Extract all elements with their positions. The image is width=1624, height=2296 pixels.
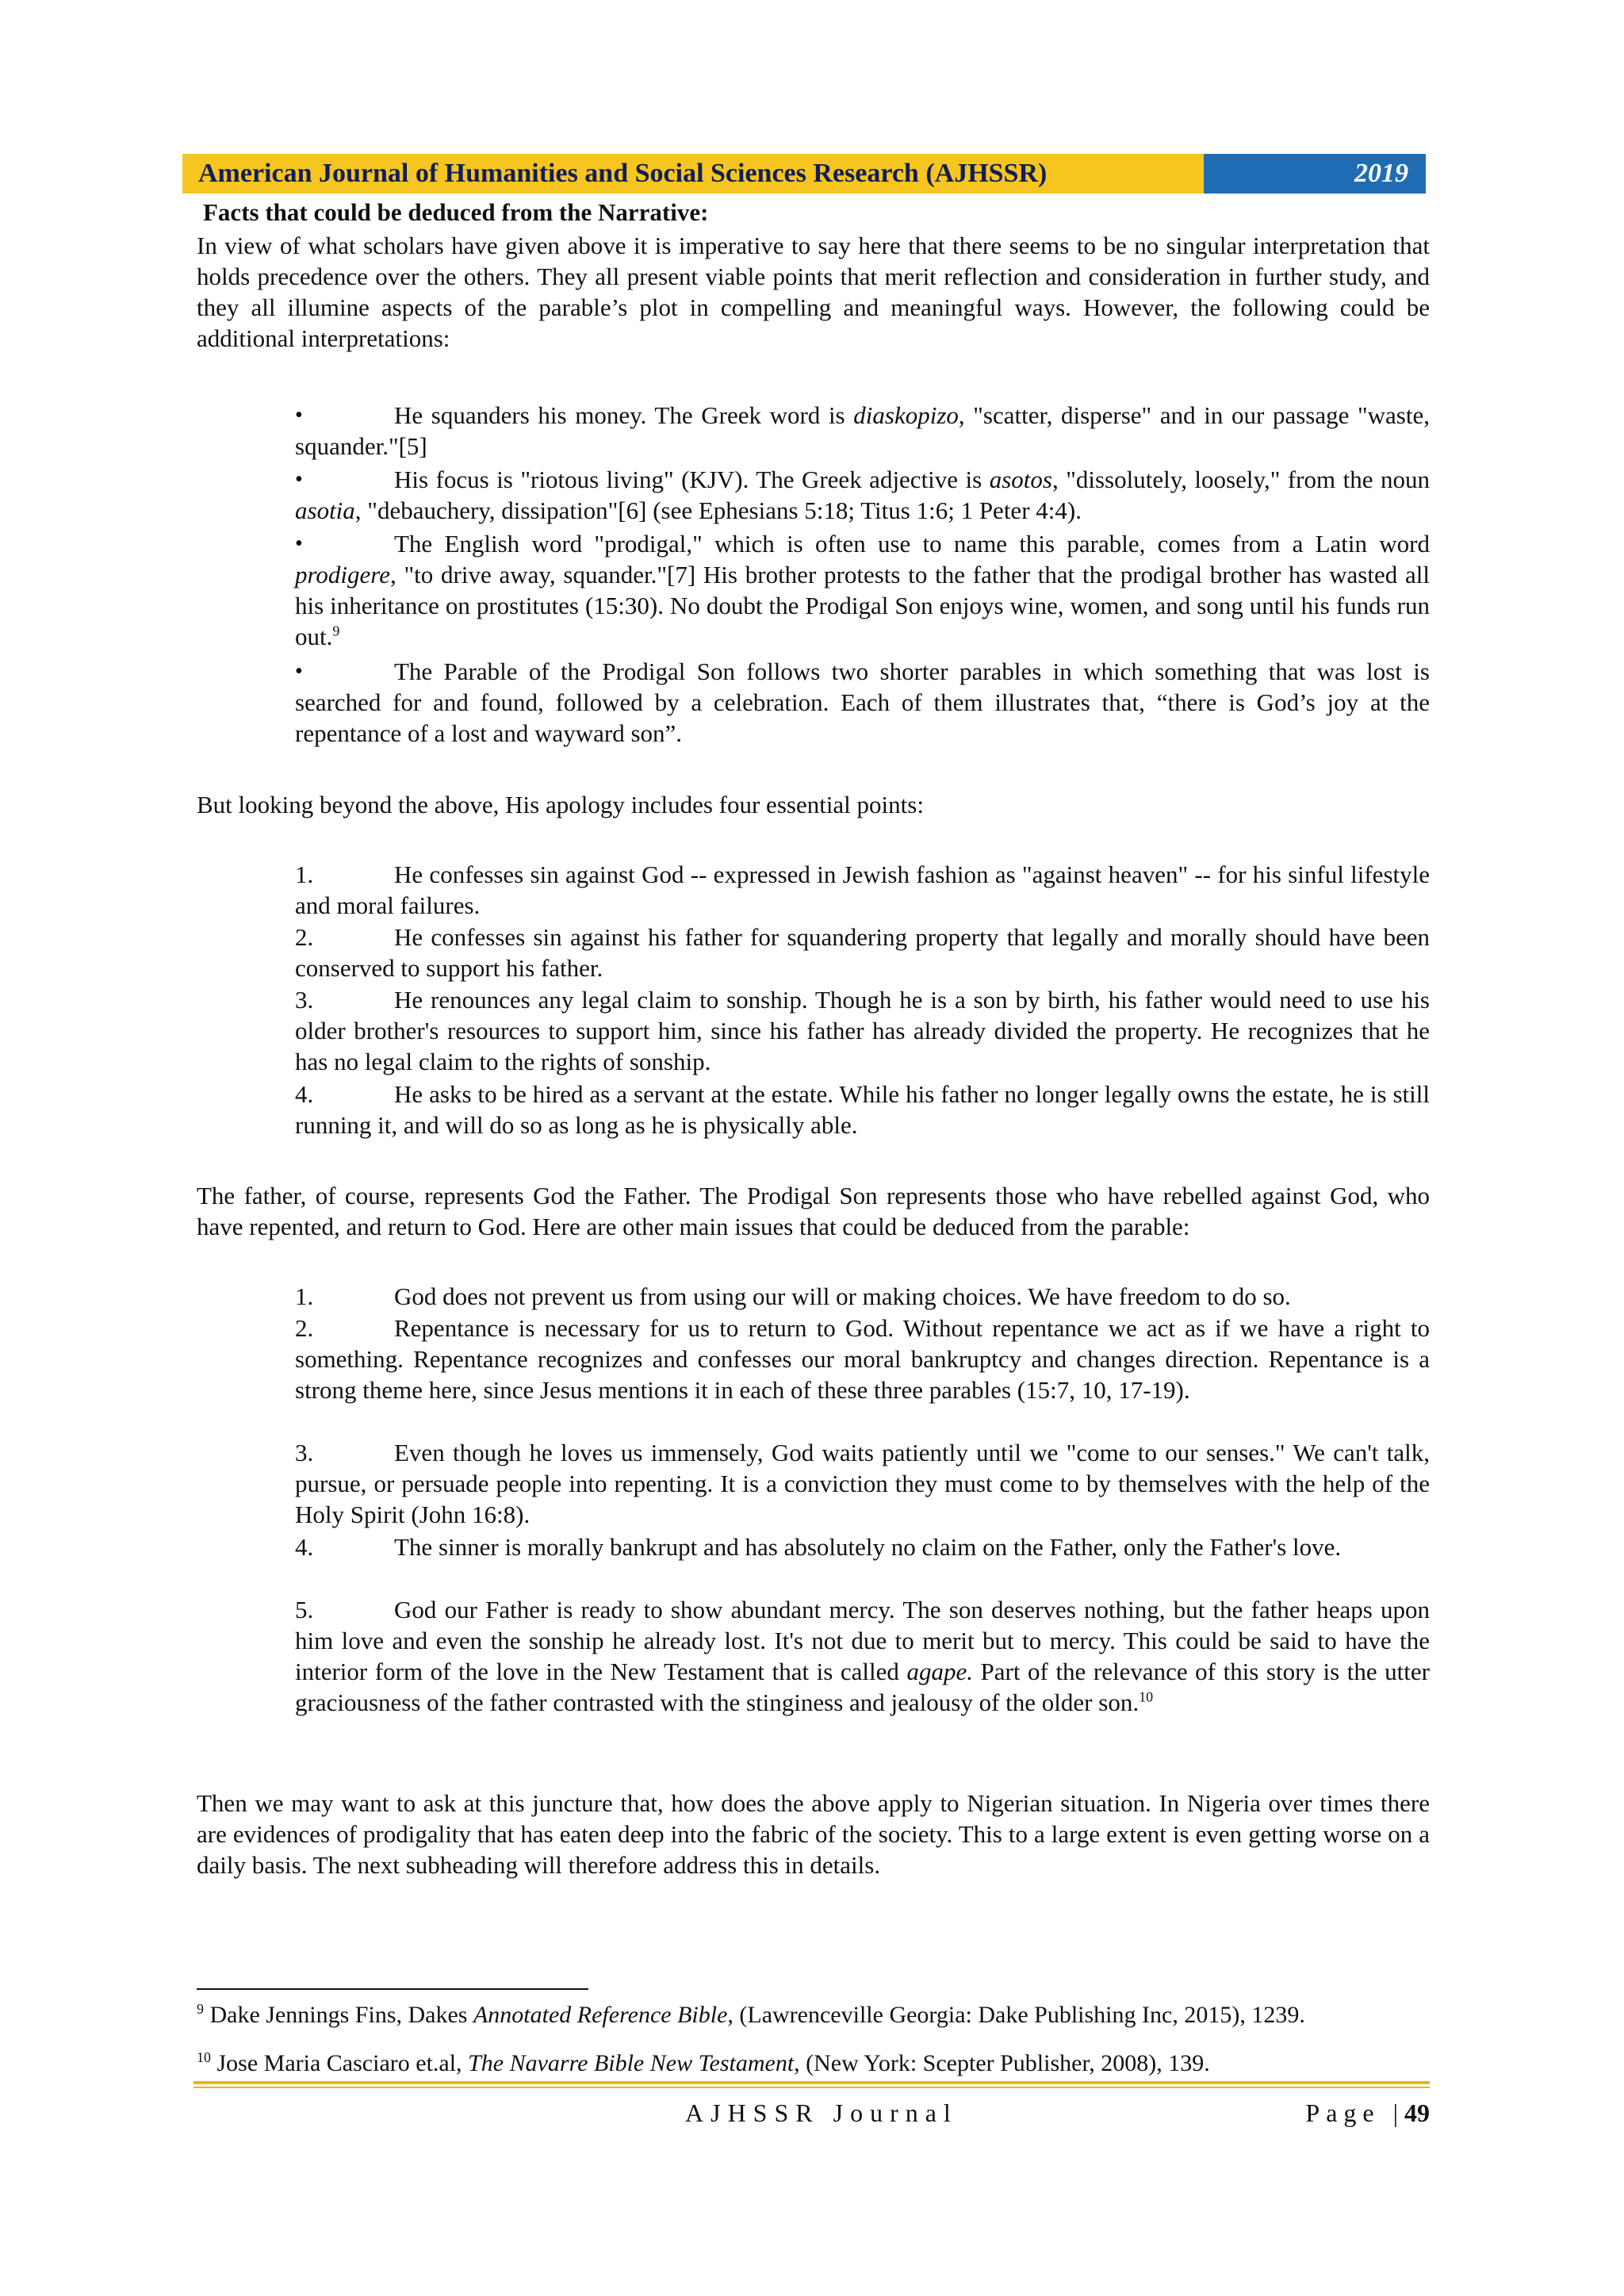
bullet-icon: •	[295, 531, 303, 556]
italic-term: asotia	[295, 496, 355, 524]
list-number: 1.	[295, 1282, 314, 1310]
list-text: He confesses sin against God -- expressed in Jewish fashion as "against heaven" -- for his sinful lifestyle and moral failures.	[295, 861, 1430, 919]
list-number: 5.	[295, 1596, 314, 1623]
list-item	[295, 1437, 1430, 1530]
list-number: 1.	[295, 861, 314, 888]
bullet-text: , "scatter, disperse" and in our passage "waste, squander."[5]	[295, 401, 1430, 460]
bullet-icon: •	[295, 403, 303, 427]
footnote-ref: 10	[1139, 1688, 1154, 1705]
italic-term: agape.	[906, 1658, 973, 1685]
list-item	[295, 984, 1430, 1077]
list-text: Repentance is necessary for us to return to God. Without repentance we act as if we have a right to something. Repentance recognizes and confesses our moral bankruptcy and changes direction. Repentance is a strong theme here, since Jesus mentions it in each of these three parables (15:7, 10, 17-19).	[295, 1314, 1430, 1404]
italic-term: prodigere	[295, 561, 390, 588]
list-text: Even though he loves us immensely, God waits patiently until we "come to our senses." We can't talk, pursue, or persuade people into repenting. It is a conviction they must come to by themselves with the help of the Holy Spirit (John 16:8).	[295, 1439, 1430, 1528]
list-text: He renounces any legal claim to sonship. Though he is a son by birth, his father would need to use his older brother's resources to support him, since his father has already divided the property. He recognizes that he has no legal claim to the rights of sonship.	[295, 986, 1430, 1075]
footnote-separator	[197, 1988, 588, 1990]
bullet-item	[295, 656, 1430, 749]
list-number: 4.	[295, 1080, 314, 1108]
journal-header	[182, 154, 1426, 194]
list-text: He asks to be hired as a servant at the estate. While his father no longer legally owns the estate, he is still running it, and will do so as long as he is physically able.	[295, 1080, 1430, 1139]
list-text: God our Father is ready to show abundant mercy. The son deserves nothing, but the father heaps upon him love and even the sonship he already lost. It's not due to merit but to mercy. This could be said to have the interior form of the love in the New Testament that is called	[295, 1596, 1430, 1685]
bullet-text: , "to drive away, squander."[7] His brother protests to the father that the prodigal brother has wasted all his inheritance on prostitutes (15:30). No doubt the Prodigal Son enjoys wine, women, and song until his funds run out.	[295, 561, 1430, 650]
list-number: 2.	[295, 923, 314, 951]
bullet-item	[295, 528, 1430, 652]
list-item	[295, 1079, 1430, 1140]
bullet-text: His focus is "riotous living" (KJV). The Greek adjective is	[394, 466, 990, 493]
intro-paragraph: In view of what scholars have given above it is imperative to say here that there seems to be no singular interpretation that holds precedence over the others. They all present viable points that merit reflection and consideration in further study, and they all illumine aspects of the parable’s plot in compelling and meaningful ways. However, the following could be additional interpretations:	[197, 232, 1430, 352]
bullet-icon: •	[295, 467, 303, 492]
italic-term: diaskopizo	[853, 401, 959, 429]
list-text: The sinner is morally bankrupt and has absolutely no claim on the Father, only the Father's love.	[394, 1533, 1342, 1561]
footnote-number: 10	[197, 2049, 211, 2065]
bullet-text: , "dissolutely, loosely," from the noun	[1051, 466, 1430, 493]
father-paragraph: The father, of course, represents God the Father. The Prodigal Son represents those who have rebelled against God, who have repented, and return to God. Here are other main issues that could be deduced from the parable:	[197, 1182, 1430, 1240]
footer-rule	[193, 2087, 1430, 2088]
transition-paragraph: But looking beyond the above, His apology includes four essential points:	[197, 791, 924, 818]
list-text: He confesses sin against his father for squandering property that legally and morally should have been conserved to support his father.	[295, 923, 1430, 982]
closing-paragraph: Then we may want to ask at this juncture that, how does the above apply to Nigerian situation. In Nigeria over times there are evidences of prodigality that has eaten deep into the fabric of the society. This to a large extent is even getting worse on a daily basis. The next subheading will therefore address this in details.	[197, 1789, 1430, 1879]
footnote-ref: 9	[332, 623, 340, 639]
list-item	[295, 1281, 1430, 1312]
bullet-item	[295, 464, 1430, 526]
list-number: 3.	[295, 1439, 314, 1466]
footnote-number: 9	[197, 2001, 204, 2017]
footnote-text: Dake Jennings Fins, Dakes	[204, 2002, 473, 2028]
list-item	[295, 922, 1430, 983]
list-item	[295, 1531, 1430, 1562]
list-text: Part of the relevance of this story is the utter graciousness of the father contrasted with the stinginess and jealousy of the older son.	[295, 1658, 1430, 1716]
bullet-item	[295, 400, 1430, 462]
bullet-text: He squanders his money. The Greek word is	[394, 401, 854, 429]
bullet-text: The Parable of the Prodigal Son follows two shorter parables in which something that was lost is searched for and found, followed by a celebration. Each of them illustrates that, “there is God’s joy at the repentance of a lost and wayward son”.	[295, 657, 1430, 747]
footer-rule	[193, 2081, 1430, 2084]
footnote	[197, 2049, 1430, 2079]
bullet-icon: •	[295, 659, 303, 684]
footnote-title: Annotated Reference Bible	[473, 2002, 728, 2028]
footnote	[197, 2000, 1430, 2030]
list-text: God does not prevent us from using our will or making choices. We have freedom to do so.	[394, 1282, 1291, 1310]
footer-journal: AJHSSR Journal	[685, 2099, 958, 2127]
footnote-text: , (New York: Scepter Publisher, 2008), 139.	[794, 2050, 1210, 2076]
footer-page	[1305, 2099, 1430, 2128]
journal-title: American Journal of Humanities and Social Sciences Research (AJHSSR)	[182, 154, 1204, 194]
italic-term: asotos	[989, 466, 1052, 493]
list-number: 2.	[295, 1314, 314, 1342]
page-label: Page |	[1305, 2099, 1404, 2127]
list-item	[295, 1313, 1430, 1405]
footnote-text: Jose Maria Casciaro et.al,	[211, 2050, 469, 2076]
list-number: 4.	[295, 1533, 314, 1561]
list-number: 3.	[295, 986, 314, 1014]
footnote-title: The Navarre Bible New Testament	[468, 2050, 795, 2076]
section-heading: Facts that could be deduced from the Narrative:	[203, 198, 709, 226]
bullet-text: , "debauchery, dissipation"[6] (see Ephesians 5:18; Titus 1:6; 1 Peter 4:4).	[354, 496, 1082, 524]
page-number: 49	[1404, 2099, 1430, 2127]
list-item	[295, 1594, 1430, 1718]
journal-year: 2019	[1204, 154, 1426, 194]
bullet-text: The English word "prodigal," which is often use to name this parable, comes from a Latin word	[394, 530, 1430, 558]
footnote-text: , (Lawrenceville Georgia: Dake Publishing Inc, 2015), 1239.	[727, 2002, 1305, 2028]
list-item	[295, 859, 1430, 921]
